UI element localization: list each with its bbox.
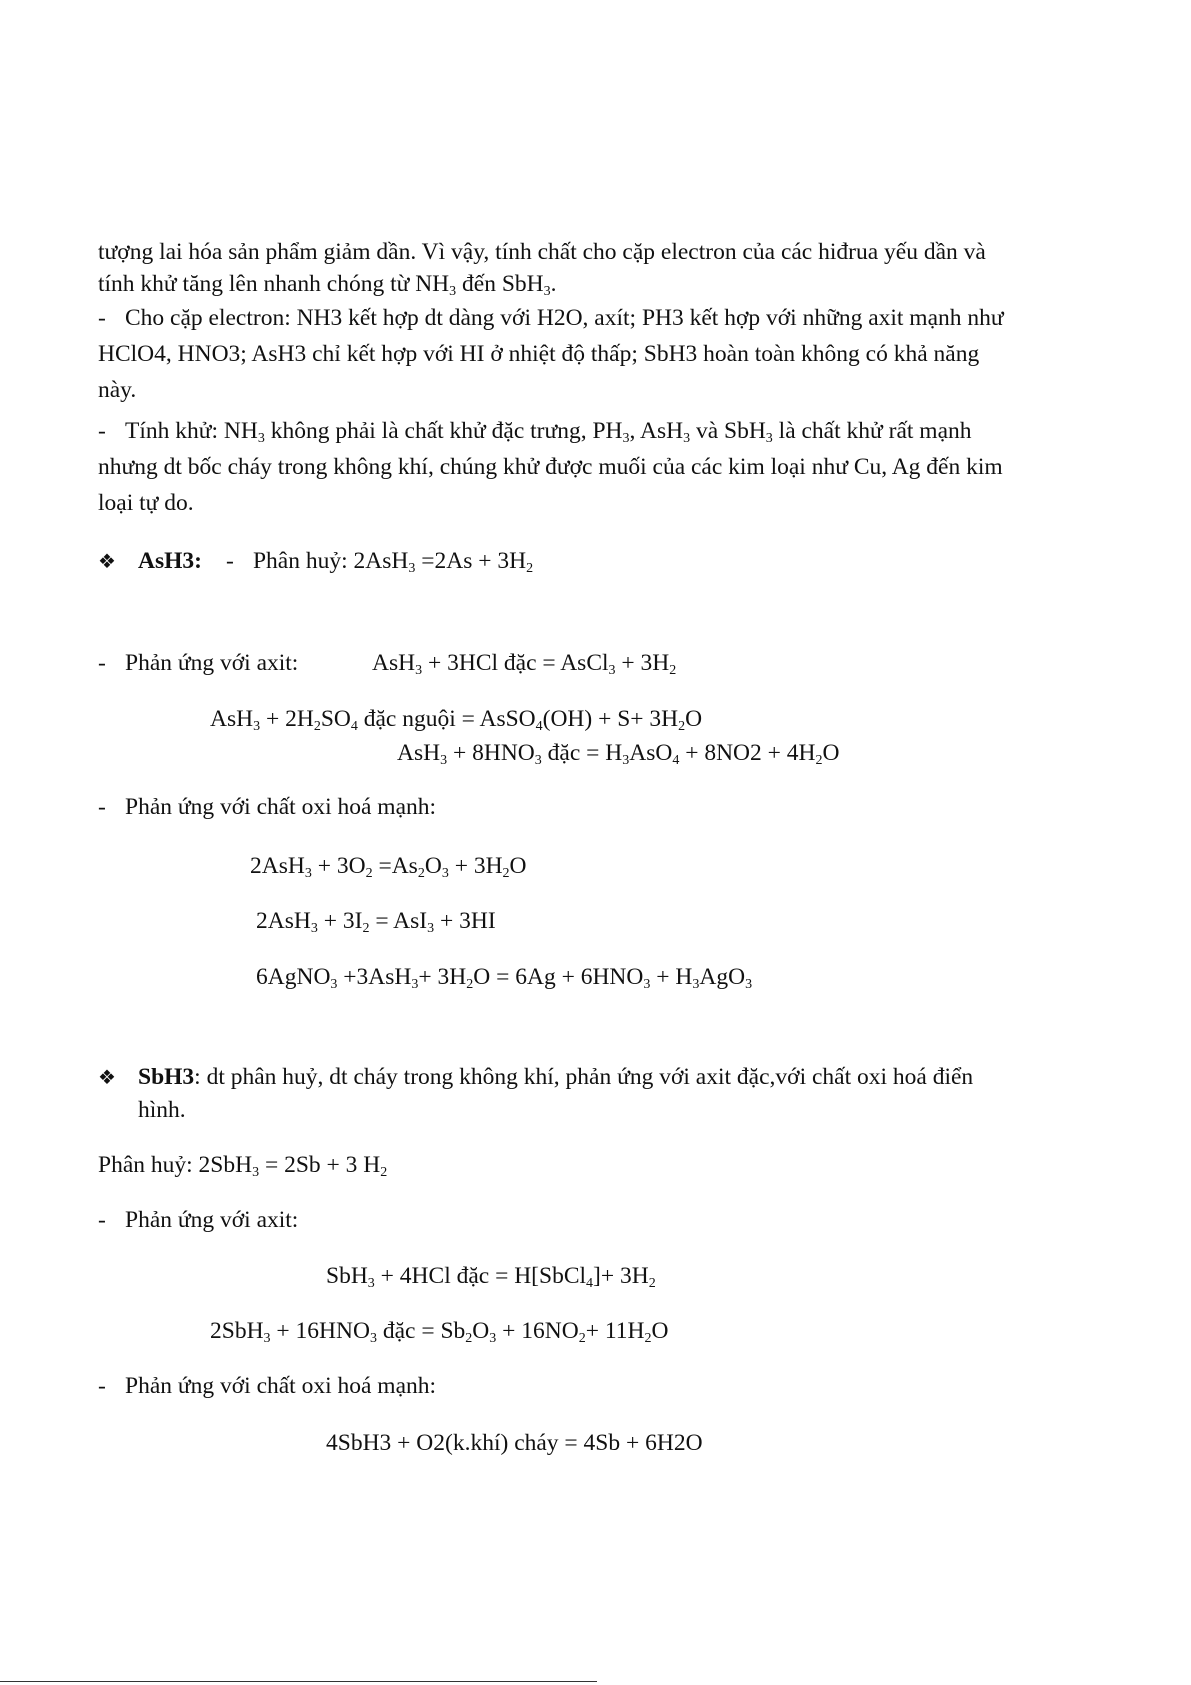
subscript: 3 bbox=[643, 977, 651, 992]
text-segment: đặc = Sb bbox=[376, 1318, 466, 1344]
text-segment: + H bbox=[650, 964, 693, 990]
subscript: 3 bbox=[441, 866, 449, 881]
text-segment: + 2H bbox=[260, 706, 314, 732]
subscript: 3 bbox=[608, 663, 616, 678]
text-segment: O bbox=[822, 740, 840, 766]
diamond-bullet-icon: ❖ bbox=[98, 551, 116, 573]
dash-marker: - bbox=[98, 1373, 106, 1399]
text-segment: 2AsH bbox=[250, 853, 305, 879]
subscript: 3 bbox=[534, 753, 542, 768]
text-segment: 2SbH bbox=[210, 1318, 264, 1344]
subscript: 2 bbox=[678, 719, 686, 734]
subscript: 3 bbox=[415, 663, 423, 678]
subscript: 2 bbox=[365, 866, 373, 881]
subscript: 3 bbox=[310, 921, 318, 936]
text-segment: + 4HCl đặc = H[SbCl bbox=[374, 1263, 587, 1289]
subscript: 3 bbox=[622, 431, 630, 446]
subscript: 4 bbox=[586, 1276, 594, 1291]
paragraph-line bbox=[98, 269, 557, 299]
equation bbox=[256, 906, 496, 936]
subscript: 3 bbox=[745, 977, 753, 992]
subscript: 4 bbox=[535, 719, 543, 734]
ash3-heading bbox=[98, 546, 533, 577]
dash-marker: - bbox=[98, 794, 106, 820]
text-segment: là chất khử rất mạnh bbox=[772, 418, 972, 444]
text-segment: + 8HNO bbox=[447, 740, 535, 766]
text-segment: + 3H bbox=[615, 650, 670, 676]
text-segment: + 8NO2 + 4H bbox=[679, 740, 816, 766]
dash-marker: - bbox=[98, 650, 106, 676]
text-segment: + 3O bbox=[311, 853, 366, 879]
text-segment: +3AsH bbox=[337, 964, 412, 990]
text-segment: tính khử tăng lên nhanh chóng từ NH bbox=[98, 271, 450, 297]
list-item: - Phản ứng với axit: bbox=[98, 1207, 299, 1233]
subscript: 3 bbox=[622, 753, 630, 768]
subscript: 2 bbox=[502, 866, 510, 881]
subscript: 2 bbox=[669, 663, 677, 678]
ash3-title: AsH3: bbox=[138, 548, 202, 574]
subscript: 2 bbox=[313, 719, 321, 734]
text-segment: Phân huỷ: 2AsH bbox=[252, 548, 409, 574]
text-segment: + 16NO bbox=[496, 1318, 579, 1344]
text-segment: 6AgNO bbox=[256, 964, 331, 990]
dash-marker: - bbox=[98, 305, 106, 331]
equation: 4SbH3 + O2(k.khí) cháy = 4Sb + 6H2O bbox=[326, 1430, 703, 1456]
text-segment: + 3H bbox=[418, 964, 467, 990]
text-segment: + 16HNO bbox=[270, 1318, 370, 1344]
list-item: - Phản ứng với chất oxi hoá mạnh: bbox=[98, 1373, 437, 1399]
text-segment: AsH bbox=[372, 650, 416, 676]
subscript: 2 bbox=[362, 921, 370, 936]
text-segment: O = 6Ag + 6HNO bbox=[473, 964, 644, 990]
subscript: 3 bbox=[489, 1331, 497, 1346]
subscript: 2 bbox=[578, 1331, 586, 1346]
list-item: - Cho cặp electron: NH3 kết hợp dt dàng với H2O, axít; PH3 kết hợp với những axit mạnh như bbox=[98, 305, 1004, 331]
equation bbox=[210, 1316, 668, 1346]
text-segment: + 3HI bbox=[434, 908, 496, 934]
footnote-divider bbox=[0, 1681, 597, 1682]
subscript: 3 bbox=[257, 431, 265, 446]
subscript: 3 bbox=[440, 753, 448, 768]
subscript: 4 bbox=[350, 719, 358, 734]
equation bbox=[326, 1261, 656, 1291]
text-segment: . bbox=[550, 271, 557, 297]
text-segment: = AsI bbox=[369, 908, 428, 934]
subscript: 2 bbox=[465, 1331, 473, 1346]
text-segment: ]+ 3H bbox=[593, 1263, 649, 1289]
subscript: 2 bbox=[417, 866, 425, 881]
text-segment: O bbox=[651, 1318, 669, 1344]
text-segment: 2AsH bbox=[256, 908, 311, 934]
subscript: 3 bbox=[369, 1331, 377, 1346]
subscript: 2 bbox=[644, 1331, 652, 1346]
text-segment: AsO bbox=[629, 740, 673, 766]
subscript: 3 bbox=[411, 977, 419, 992]
equation bbox=[256, 962, 752, 992]
equation bbox=[210, 704, 702, 734]
text-segment: (OH) + S+ 3H bbox=[542, 706, 679, 732]
paragraph-line: này. bbox=[98, 377, 137, 403]
subscript: 2 bbox=[466, 977, 474, 992]
dash-marker: - bbox=[225, 548, 234, 574]
subscript: 2 bbox=[380, 1165, 388, 1180]
subscript: 3 bbox=[692, 977, 700, 992]
subscript: 3 bbox=[543, 284, 551, 299]
equation bbox=[372, 648, 676, 678]
text-segment: =2As + 3H bbox=[415, 548, 527, 574]
paragraph-line: hình. bbox=[138, 1097, 186, 1123]
paragraph-line: tượng lai hóa sản phẩm giảm dần. Vì vậy, tính chất cho cặp electron của các hiđrua yếu dần và bbox=[98, 239, 986, 265]
equation bbox=[250, 851, 527, 881]
sbh3-heading: ❖ SbH3: dt phân huỷ, dt cháy trong không khí, phản ứng với axit đặc,với chất oxi hoá điển bbox=[98, 1062, 973, 1093]
dash-marker: - bbox=[98, 1207, 106, 1233]
subscript: 3 bbox=[367, 1276, 375, 1291]
text-segment: O bbox=[509, 853, 527, 879]
text-segment: O bbox=[472, 1318, 490, 1344]
text-segment: + 11H bbox=[585, 1318, 645, 1344]
text-segment: Phân huỷ: 2SbH bbox=[98, 1152, 253, 1178]
subscript: 4 bbox=[672, 753, 680, 768]
dash-marker: - bbox=[98, 418, 106, 444]
text-segment: O bbox=[685, 706, 703, 732]
subscript: 3 bbox=[253, 719, 261, 734]
paragraph-line: loại tự do. bbox=[98, 490, 194, 516]
diamond-bullet-icon: ❖ bbox=[98, 1067, 116, 1089]
text-segment: , AsH bbox=[629, 418, 684, 444]
text-segment: = 2Sb + 3 H bbox=[259, 1152, 381, 1178]
subscript: 2 bbox=[815, 753, 823, 768]
subscript: 2 bbox=[526, 561, 534, 576]
text-segment: + 3HCl đặc = AsCl bbox=[422, 650, 609, 676]
list-item: - Phản ứng với axit: bbox=[98, 650, 299, 676]
text-segment: không phải là chất khử đặc trưng, PH bbox=[264, 418, 623, 444]
subscript: 3 bbox=[252, 1165, 260, 1180]
text-segment: + 3H bbox=[448, 853, 503, 879]
subscript: 3 bbox=[427, 921, 435, 936]
subscript: 3 bbox=[408, 561, 416, 576]
sbh3-title: SbH3 bbox=[138, 1064, 195, 1090]
subscript: 3 bbox=[449, 284, 457, 299]
list-item bbox=[98, 416, 972, 446]
text-segment: + 3I bbox=[317, 908, 363, 934]
text-segment: và SbH bbox=[690, 418, 766, 444]
text-segment: AsH bbox=[397, 740, 441, 766]
text-segment: đặc = H bbox=[541, 740, 623, 766]
subscript: 2 bbox=[648, 1276, 656, 1291]
text-segment: SO bbox=[320, 706, 351, 732]
subscript: 3 bbox=[683, 431, 691, 446]
text-segment: đặc nguội = AsSO bbox=[357, 706, 536, 732]
equation bbox=[397, 738, 839, 768]
paragraph-line: nhưng dt bốc cháy trong không khí, chúng khử được muối của các kim loại như Cu, Ag đến kim bbox=[98, 454, 1003, 480]
text-segment: O bbox=[424, 853, 442, 879]
paragraph-line bbox=[98, 1150, 387, 1180]
subscript: 3 bbox=[765, 431, 773, 446]
subscript: 3 bbox=[263, 1331, 271, 1346]
text-segment: AsH bbox=[210, 706, 254, 732]
text-segment: =As bbox=[372, 853, 418, 879]
text-segment: AgO bbox=[699, 964, 746, 990]
subscript: 3 bbox=[304, 866, 312, 881]
list-item: - Phản ứng với chất oxi hoá mạnh: bbox=[98, 794, 437, 820]
text-segment: SbH bbox=[326, 1263, 368, 1289]
text-segment: Tính khử: NH bbox=[125, 418, 258, 444]
text-segment: đến SbH bbox=[456, 271, 544, 297]
paragraph-line: HClO4, HNO3; AsH3 chỉ kết hợp với HI ở nhiệt độ thấp; SbH3 hoàn toàn không có khả năng bbox=[98, 341, 980, 367]
subscript: 3 bbox=[330, 977, 338, 992]
